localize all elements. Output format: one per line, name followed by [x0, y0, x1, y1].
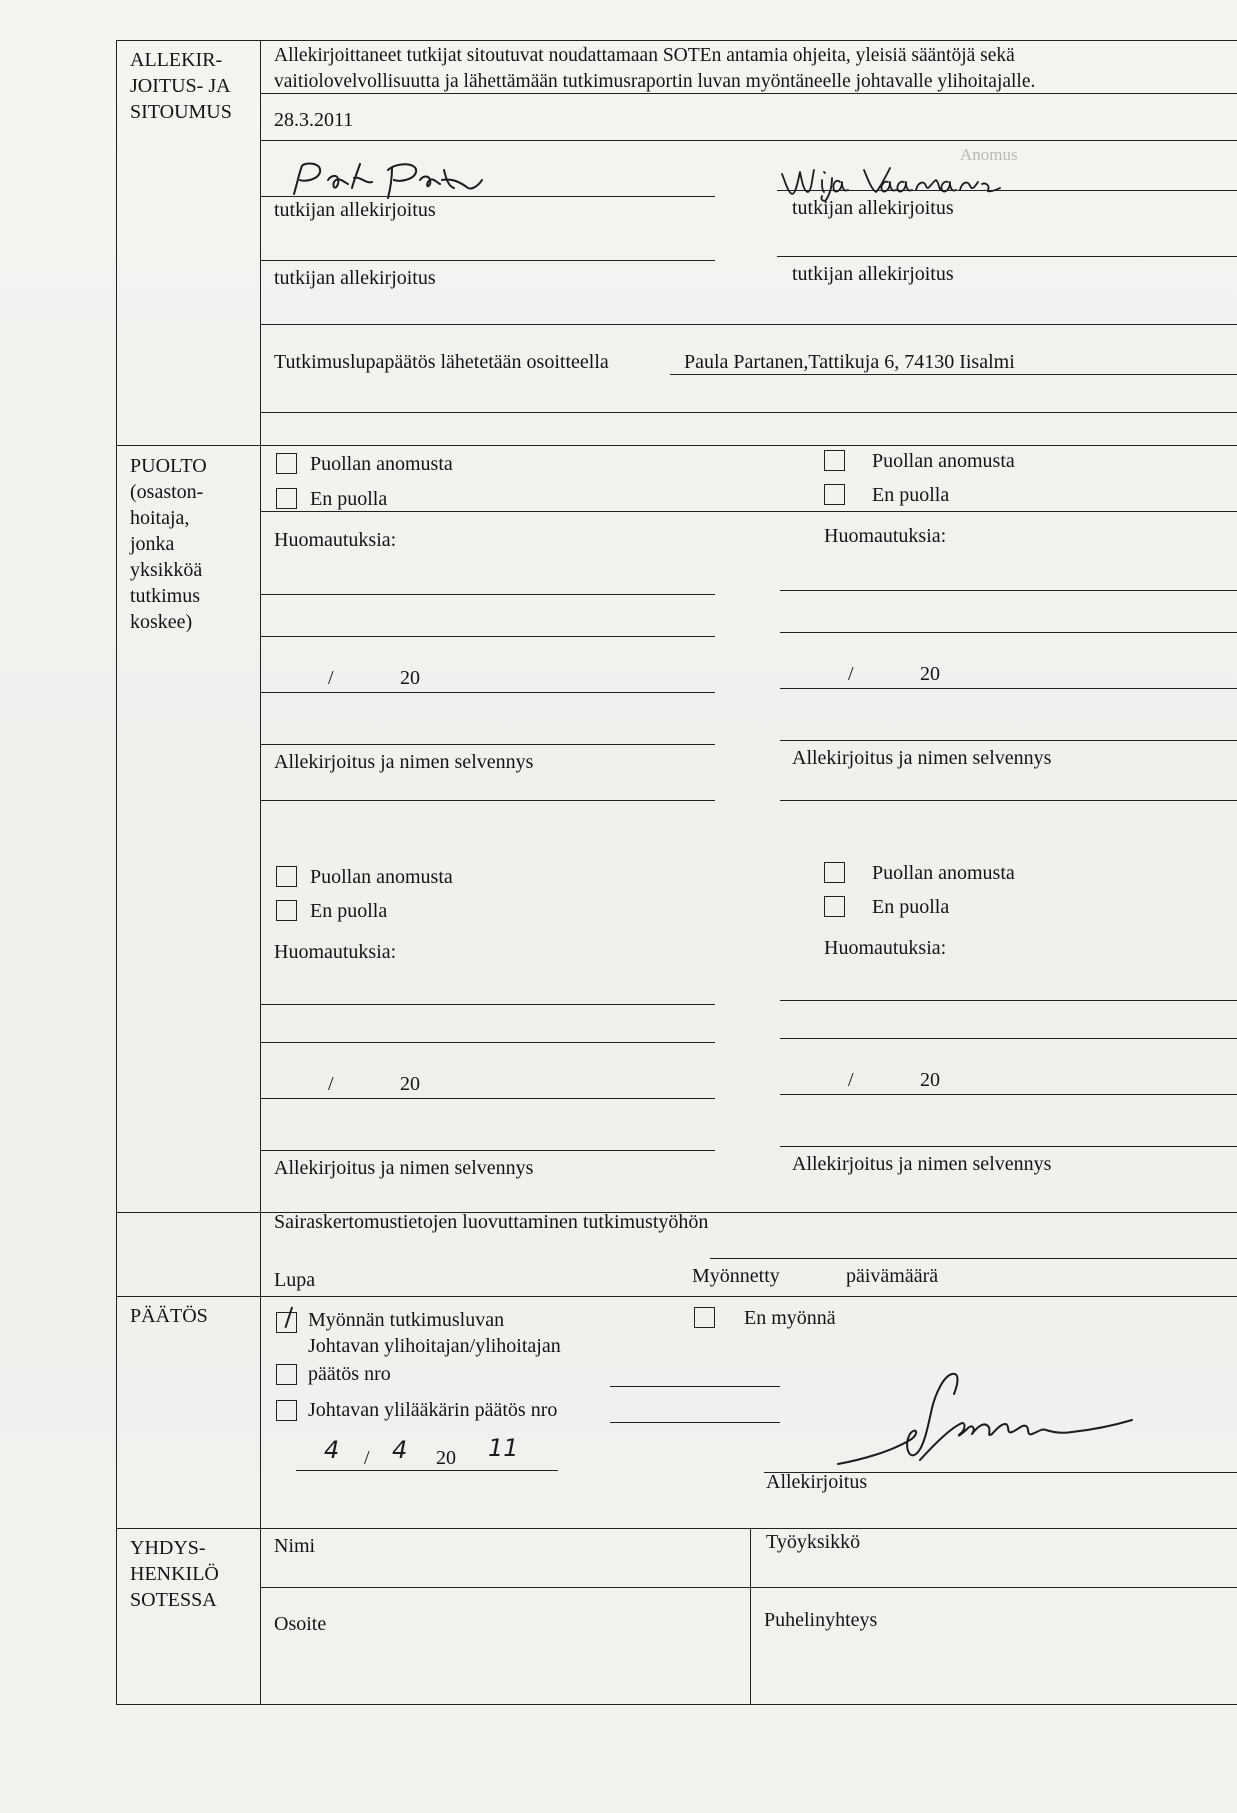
- sign-line-top-left: [260, 744, 715, 745]
- puolto1-right-date-year: 20: [920, 663, 940, 685]
- puolto2-right-yes-checkbox[interactable]: [824, 862, 845, 883]
- commitment-text-1: Allekirjoittaneet tutkijat sitoutuvat noudattamaan SOTEn antamia ohjeita, yleisiä sääntöjä sekä: [274, 45, 1015, 66]
- ylilaakari-label: Johtavan ylilääkärin päätös nro: [308, 1399, 558, 1421]
- date-line: [260, 140, 1237, 141]
- header-paatos: PÄÄTÖS: [130, 1305, 208, 1327]
- separator-puolto: [116, 445, 1237, 446]
- header-puolto-1: PUOLTO: [130, 455, 207, 477]
- sig-line-2: [777, 190, 1237, 191]
- decision-date-day: 4: [324, 1436, 340, 1464]
- decision-date-line: [296, 1470, 558, 1471]
- puolto2-right-date-year: 20: [920, 1069, 940, 1091]
- header-puolto-2: (osaston-: [130, 481, 204, 503]
- signature-label-2: tutkijan allekirjoitus: [792, 197, 954, 219]
- grant-label: Myönnän tutkimusluvan: [308, 1309, 505, 1331]
- header-puolto-6: tutkimus: [130, 585, 201, 607]
- signature-label-1: tutkijan allekirjoitus: [274, 199, 436, 221]
- separator-puolto-sub: [260, 511, 1237, 512]
- remarks-line-1b: [780, 590, 1237, 591]
- header-allekirjoitus-2: JOITUS- JA: [130, 75, 231, 97]
- decision-date-month: 4: [392, 1436, 408, 1464]
- remarks-line-2a: [260, 636, 715, 637]
- signature-label-4: tutkijan allekirjoitus: [792, 263, 954, 285]
- ylilaakari-checkbox[interactable]: [276, 1400, 297, 1421]
- puolto1-right-signature-label: Allekirjoitus ja nimen selvennys: [792, 747, 1052, 769]
- column-divider: [260, 40, 261, 1704]
- puolto1-right-remarks: Huomautuksia:: [824, 525, 947, 547]
- puolto1-left-remarks: Huomautuksia:: [274, 529, 397, 551]
- date-line-left: [260, 692, 715, 693]
- sign2-line-top-right: [780, 1146, 1237, 1147]
- puhelin-label: Puhelinyhteys: [764, 1609, 878, 1631]
- puolto2-right-signature-label: Allekirjoitus ja nimen selvennys: [792, 1153, 1052, 1175]
- bottom-border: [116, 1704, 1237, 1705]
- ylilaakari-nro-line: [610, 1422, 780, 1423]
- header-allekirjoitus-3: SITOUMUS: [130, 101, 232, 123]
- puolto1-left-signature-label: Allekirjoitus ja nimen selvennys: [274, 751, 534, 773]
- sign-line-bottom-left: [260, 800, 715, 801]
- separator-paatos: [116, 1296, 1237, 1297]
- sign-line-top-right: [780, 740, 1237, 741]
- decision-signature: [820, 1368, 1140, 1476]
- signature-label-3: tutkijan allekirjoitus: [274, 267, 436, 289]
- date-line-right: [780, 688, 1237, 689]
- address-value[interactable]: Paula Partanen,Tattikuja 6, 74130 Iisalmi: [684, 351, 1015, 373]
- commitment-text-2: vaitiolovelvollisuutta ja lähettämään tutkimusraportin luvan myöntäneelle johtavalle ylihoitajalle.: [274, 71, 1036, 92]
- left-border: [116, 40, 117, 1704]
- decision-date-year: 11: [488, 1434, 519, 1462]
- puolto1-left-yes-label: Puollan anomusta: [310, 453, 453, 475]
- johtavan-label-1: Johtavan ylihoitajan/ylihoitajan: [308, 1335, 561, 1357]
- header-allekirjoitus-1: ALLEKIR-: [130, 49, 223, 71]
- deny-label: En myönnä: [744, 1307, 836, 1329]
- puolto1-left-date-year: 20: [400, 667, 420, 689]
- sig-line-4: [777, 256, 1237, 257]
- header-yhteys-1: YHDYS-: [130, 1537, 206, 1559]
- lupa-label: Lupa: [274, 1269, 316, 1291]
- commitment-date: 28.3.2011: [274, 109, 354, 131]
- address-label: Tutkimuslupapäätös lähetetään osoitteella: [274, 351, 609, 373]
- puolto2-right-no-checkbox[interactable]: [824, 896, 845, 917]
- header-yhteys-2: HENKILÖ: [130, 1563, 219, 1585]
- puolto2-left-signature-label: Allekirjoitus ja nimen selvennys: [274, 1157, 534, 1179]
- puolto2-left-yes-label: Puollan anomusta: [310, 866, 453, 888]
- puolto1-left-date-slash: /: [328, 667, 334, 689]
- header-puolto-5: yksikköä: [130, 559, 203, 581]
- remarks2-line-1b: [780, 1000, 1237, 1001]
- tyoyksikko-label: Työyksikkö: [766, 1531, 861, 1553]
- puolto2-left-date-year: 20: [400, 1073, 420, 1095]
- puolto2-right-date-slash: /: [848, 1069, 854, 1091]
- puolto2-left-no-label: En puolla: [310, 900, 388, 922]
- sairaskertomus-title: Sairaskertomustietojen luovuttaminen tutkimustyöhön: [274, 1211, 709, 1233]
- header-puolto-3: hoitaja,: [130, 507, 190, 529]
- puolto1-right-yes-checkbox[interactable]: [824, 450, 845, 471]
- remarks2-line-1a: [260, 1004, 715, 1005]
- deny-checkbox[interactable]: [694, 1307, 715, 1328]
- johtavan-label-2: päätös nro: [308, 1363, 391, 1385]
- puolto2-left-no-checkbox[interactable]: [276, 900, 297, 921]
- separator-yhteys-mid: [260, 1587, 1237, 1588]
- puolto1-left-no-checkbox[interactable]: [276, 488, 297, 509]
- top-border: [116, 40, 1237, 41]
- johtavan-nro-line: [610, 1386, 780, 1387]
- date2-line-right: [780, 1094, 1237, 1095]
- puolto2-right-remarks: Huomautuksia:: [824, 937, 947, 959]
- grant-checkbox[interactable]: [276, 1312, 297, 1333]
- separator-address-bottom: [260, 412, 1237, 413]
- osoite-label: Osoite: [274, 1613, 327, 1635]
- sig-line-3: [260, 260, 715, 261]
- sign-line-bottom-right: [780, 800, 1237, 801]
- puolto2-right-yes-label: Puollan anomusta: [872, 862, 1015, 884]
- puolto2-left-yes-checkbox[interactable]: [276, 866, 297, 887]
- address-line: [670, 374, 1237, 375]
- decision-date-year-prefix: 20: [436, 1447, 456, 1469]
- remarks-line-1a: [260, 594, 715, 595]
- puolto2-right-no-label: En puolla: [872, 896, 950, 918]
- remarks-line-2b: [780, 632, 1237, 633]
- puolto2-left-remarks: Huomautuksia:: [274, 941, 397, 963]
- puolto1-right-no-label: En puolla: [872, 484, 950, 506]
- bleed-through-text: Anomus: [960, 145, 1018, 164]
- header-yhteys-3: SOTESSA: [130, 1589, 217, 1611]
- date2-line-left: [260, 1098, 715, 1099]
- nimi-label: Nimi: [274, 1535, 316, 1557]
- myonnetty-label: Myönnetty: [692, 1265, 780, 1287]
- paivamaara-label: päivämäärä: [846, 1265, 939, 1287]
- puolto1-right-yes-label: Puollan anomusta: [872, 450, 1015, 472]
- sign2-line-top-left: [260, 1150, 715, 1151]
- yhteys-divider: [750, 1528, 751, 1704]
- puolto2-left-date-slash: /: [328, 1073, 334, 1095]
- separator-address-top: [260, 324, 1237, 325]
- puolto1-right-date-slash: /: [848, 663, 854, 685]
- myonnetty-line-top: [710, 1258, 1237, 1259]
- remarks2-line-2b: [780, 1038, 1237, 1039]
- header-puolto-4: jonka: [130, 533, 175, 555]
- puolto1-left-no-label: En puolla: [310, 488, 388, 510]
- separator-yhteys: [116, 1528, 1237, 1529]
- johtavan-checkbox[interactable]: [276, 1364, 297, 1385]
- sig-line-1: [260, 196, 715, 197]
- decision-signature-label: Allekirjoitus: [766, 1471, 868, 1493]
- remarks2-line-2a: [260, 1042, 715, 1043]
- decision-date-slash-1: /: [364, 1447, 370, 1469]
- puolto1-left-yes-checkbox[interactable]: [276, 453, 297, 474]
- header-puolto-7: koskee): [130, 611, 193, 633]
- puolto1-right-no-checkbox[interactable]: [824, 484, 845, 505]
